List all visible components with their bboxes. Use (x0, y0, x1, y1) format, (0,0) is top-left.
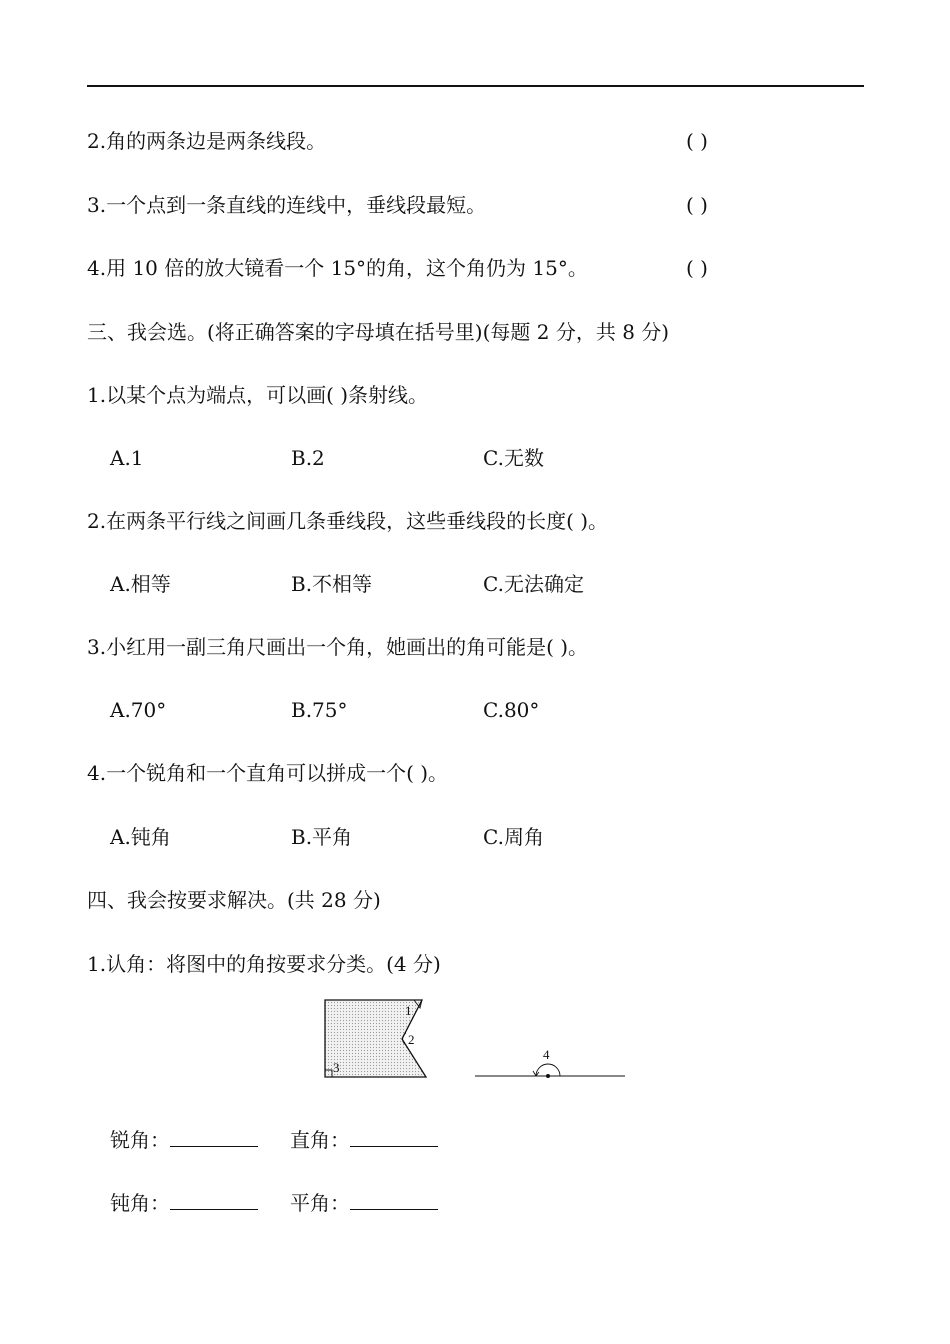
q4-option-b[interactable]: B.平角 (291, 825, 353, 849)
q1-option-c[interactable]: C.无数 (483, 446, 544, 470)
obtuse-label: 钝角： (110, 1191, 170, 1215)
right-answer (290, 1124, 438, 1153)
judgement-q3: 3.一个点到一条直线的连线中，垂线段最短。 (87, 193, 487, 217)
choice-question-3: 3.小红用一副三角尺画出一个角，她画出的角可能是( )。 (87, 635, 589, 659)
q1-option-b[interactable]: B.2 (291, 446, 325, 470)
answer-paren-q3[interactable]: ( ) (686, 193, 708, 217)
vertex-dot (546, 1074, 550, 1078)
label-angle-4: 4 (543, 1047, 550, 1062)
straight-label: 平角： (290, 1191, 350, 1215)
acute-answer (110, 1124, 258, 1153)
q3-option-c[interactable]: C.80° (483, 698, 540, 722)
choice-question-2: 2.在两条平行线之间画几条垂线段，这些垂线段的长度( )。 (87, 509, 609, 533)
q3-option-a[interactable]: A.70° (110, 698, 167, 722)
answer-paren-q4[interactable]: ( ) (686, 256, 708, 280)
section4-title: 四、我会按要求解决。(共 28 分) (87, 888, 381, 912)
q2-option-a[interactable]: A.相等 (110, 572, 171, 596)
q4-option-a[interactable]: A.钝角 (110, 825, 171, 849)
acute-label: 锐角： (110, 1128, 170, 1152)
choice-question-1: 1.以某个点为端点，可以画( )条射线。 (87, 383, 429, 407)
angle-figure (318, 995, 638, 1090)
obtuse-answer (110, 1187, 258, 1216)
straight-answer (290, 1187, 438, 1216)
label-angle-3: 3 (333, 1060, 340, 1075)
right-blank[interactable] (350, 1124, 438, 1147)
q4-option-c[interactable]: C.周角 (483, 825, 544, 849)
q2-option-b[interactable]: B.不相等 (291, 572, 373, 596)
section4-q1: 1.认角：将图中的角按要求分类。(4 分) (87, 952, 441, 976)
judgement-q2: 2.角的两条边是两条线段。 (87, 129, 327, 153)
obtuse-blank[interactable] (170, 1187, 258, 1210)
answer-paren-q2[interactable]: ( ) (686, 129, 708, 153)
label-angle-2: 2 (408, 1032, 415, 1047)
q3-option-b[interactable]: B.75° (291, 698, 348, 722)
section3-title: 三、我会选。(将正确答案的字母填在括号里)(每题 2 分，共 8 分) (87, 320, 670, 344)
q2-option-c[interactable]: C.无法确定 (483, 572, 584, 596)
judgement-q4: 4.用 10 倍的放大镜看一个 15°的角，这个角仍为 15°。 (87, 256, 588, 280)
choice-question-4: 4.一个锐角和一个直角可以拼成一个( )。 (87, 761, 449, 785)
top-rule (87, 85, 864, 87)
q1-option-a[interactable]: A.1 (110, 446, 144, 470)
straight-blank[interactable] (350, 1187, 438, 1210)
right-label: 直角： (290, 1128, 350, 1152)
label-angle-1: 1 (405, 1003, 412, 1018)
acute-blank[interactable] (170, 1124, 258, 1147)
